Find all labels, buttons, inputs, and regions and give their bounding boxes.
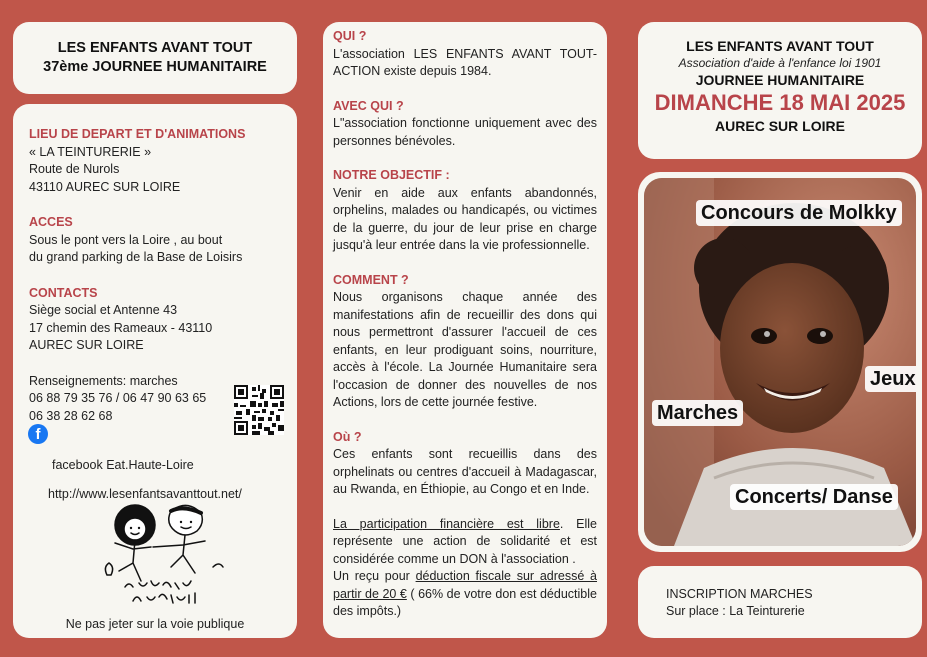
comment-text: Nous organisons chaque année des manifestations afin de recueillir des dons qui nous permettront d'assurer l'accueil de ces enfants, en leur prodiguant soins, nourriture, accès à l'école. La Journée Humanitaire sera l'occasion de donner des nouvelles de nos Actions, lors de cette journée festive. [333,290,597,409]
activity-jeux: Jeux [865,366,916,392]
org-name: LES ENFANTS AVANT TOUT [686,38,874,54]
depart-line: « LA TEINTURERIE » [29,144,152,159]
acces-line: du grand parking de la Base de Loisirs [29,250,243,264]
activity-marches: Marches [652,400,743,426]
ou-text: Ces enfants sont recueillis dans des orphelinats ou centres d'accueil à Madagascar, au Rwanda, en Éthiopie, au Congo et en Inde. [333,447,597,496]
qui-title: QUI ? [333,29,367,43]
comment-title: COMMENT ? [333,272,409,287]
depart-title: LIEU DE DEPART ET D'ANIMATIONS [29,127,246,141]
left-header-card [13,22,297,94]
ou-title: Où ? [333,429,362,444]
inscription-place: Sur place : La Teinturerie [666,604,805,618]
contacts-line: AUREC SUR LOIRE [29,338,144,352]
participation-underlined: La participation financière est libre [333,516,560,531]
participation-text [333,516,597,569]
right-header-card [638,22,922,159]
facebook-icon[interactable]: f [28,424,48,444]
event-edition: 37ème JOURNEE HUMANITAIRE [43,59,267,75]
website-link[interactable]: http://www.lesenfantsavanttout.net/ [48,487,242,501]
event-name: JOURNEE HUMANITAIRE [695,72,865,88]
acces-line: Sous le pont vers la Loire , au bout [29,232,223,247]
depart-line: Route de Nurols [29,162,120,176]
kids-logo-icon [93,497,233,612]
recu-rest: ( 66% de votre don est déductible des impôts.) [333,586,597,618]
depart-line: 43110 AUREC SUR LOIRE [29,179,181,194]
qr-code-icon[interactable] [234,385,284,435]
activity-molkky: Concours de Molkky [696,200,902,226]
recu-text [333,568,597,621]
phone-numbers: 06 38 28 62 68 [29,408,113,423]
recu-underlined: déduction fiscale sur adressé à partir de 20 € [333,569,598,601]
objectif-text: Venir en aide aux enfants abandonnés, orphelins, malades ou handicapés, ou victimes de la guerre, du jour de leur prise en charge jusqu'à leur entrée dans la vie professionnelle. [333,185,597,252]
qui-text: L'association LES ENFANTS AVANT TOUT-ACTION existe depuis 1984. [333,46,597,78]
org-subtitle: Association d'aide à l'enfance loi 1901 [678,56,882,70]
footer-note: Ne pas jeter sur la voie publique [65,617,245,631]
facebook-label[interactable]: facebook Eat.Haute-Loire [52,458,194,472]
inscription-title: INSCRIPTION MARCHES [666,587,813,601]
phone-numbers: 06 88 79 35 76 / 06 47 90 63 65 [29,391,207,405]
contacts-line: Siège social et Antenne 43 [29,303,178,317]
recu-start: Un reçu pour [333,569,416,583]
middle-info-card [323,22,607,638]
left-info-card [13,104,297,638]
avec-text: L"association fonctionne uniquement avec des personnes bénévoles. [333,116,597,148]
contacts-line: 17 chemin des Rameaux - 43110 [29,320,213,335]
avec-title: AVEC QUI ? [333,98,404,113]
event-place: AUREC SUR LOIRE [715,118,845,134]
contacts-title: CONTACTS [29,285,98,300]
participation-rest: . Elle représente une action de solidarité et est considérée comme un DON à l'association . [333,516,597,566]
objectif-title: NOTRE OBJECTIF : [333,168,450,182]
renseignements-label: Renseignements: marches [29,373,178,388]
acces-title: ACCES [29,215,73,229]
child-photo [644,178,916,546]
photo-frame [638,172,922,552]
activity-concerts: Concerts/ Danse [730,484,898,510]
inscription-card [638,566,922,638]
event-date: DIMANCHE 18 MAI 2025 [654,90,906,115]
org-name: LES ENFANTS AVANT TOUT [57,40,253,56]
